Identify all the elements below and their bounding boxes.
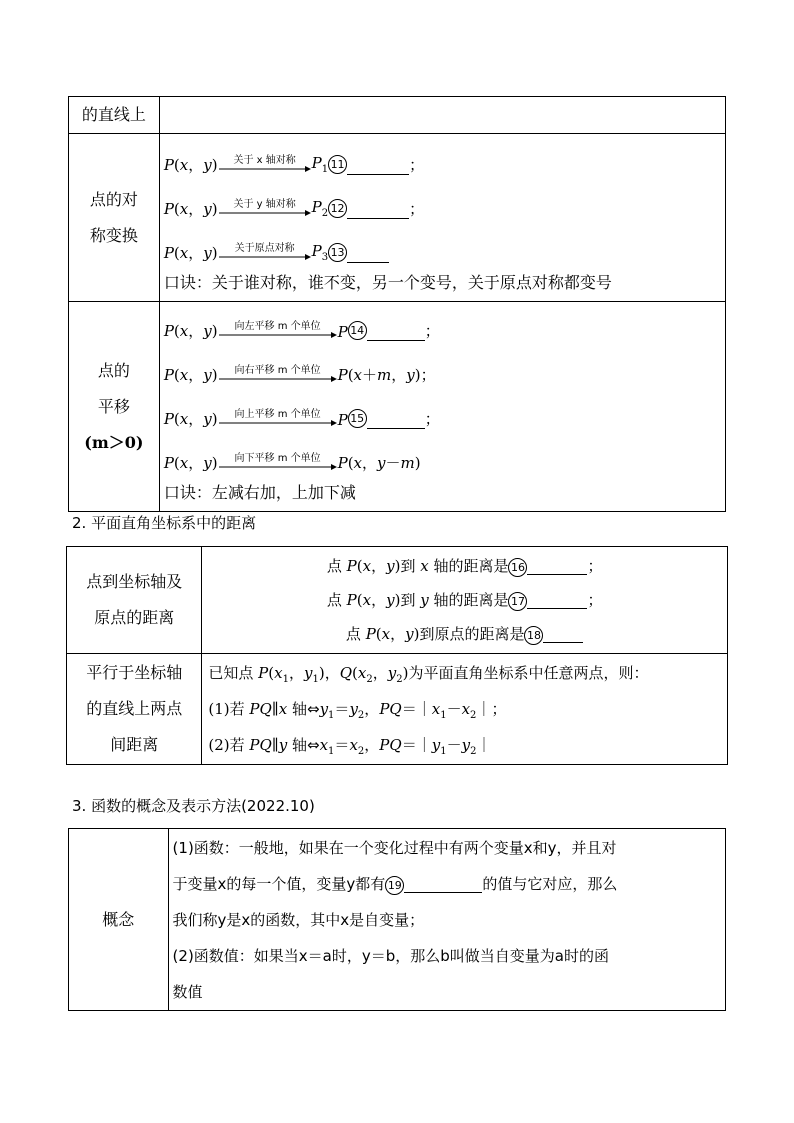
translation-content xyxy=(159,302,725,512)
arrow-icon: 关于 y 轴对称 xyxy=(219,199,311,219)
concept-p2-line2: 数值 xyxy=(172,982,203,1001)
symmetry-content xyxy=(159,134,725,302)
symmetry-x-line: P(x，y) 关于 x 轴对称 $P_1$ 11 ； xyxy=(163,153,425,175)
section-3-heading: 3. 函数的概念及表示方法(2022.10) xyxy=(72,797,315,815)
translation-label: 点的 平移 (m＞0) xyxy=(69,302,160,512)
translation-right-line: P(x，y) 向右平移 m 个单位 P(x＋m，y)； xyxy=(163,364,436,384)
row-content-empty xyxy=(159,97,725,134)
concept-label: 概念 xyxy=(69,829,169,1011)
arrow-icon: 向下平移 m 个单位 xyxy=(219,453,337,473)
symmetry-mnemonic: 口诀：关于谁对称，谁不变，另一个变号，关于原点对称都变号 xyxy=(163,273,612,292)
distance-y-line: 点 P(x，y)到 y 轴的距离是 17 ； xyxy=(326,591,603,609)
parallel-line-x: (1)若 PQ∥x 轴$\Leftrightarrow y_1=y_2$，$PQ=|x_1-x_2|$； xyxy=(208,700,507,721)
section-2-heading: 2. 平面直角坐标系中的距离 xyxy=(72,514,257,532)
distance-origin-line: 点 P(x，y)到原点的距离是 18 xyxy=(202,617,727,651)
function-concept-table xyxy=(68,828,726,1011)
concept-p2-line1: (2)函数值：如果当x＝a时，y＝b，那么b叫做当自变量为a时的函 xyxy=(172,946,609,965)
parallel-line-y: (2)若 PQ∥y 轴$\Leftrightarrow x_1=x_2$，$PQ=|y_1-y_2|$ xyxy=(208,736,492,757)
arrow-icon: 关于原点对称 xyxy=(219,243,311,263)
parallel-line-intro: 已知点 $P(x_1$，$y_1$)，$Q(x_2$，$y_2$)为平面直角坐标系中任意两点，则： xyxy=(208,664,649,685)
arrow-icon: 关于 x 轴对称 xyxy=(219,155,311,175)
distance-axis-content xyxy=(202,547,728,654)
distance-axis-label: 点到坐标轴及 原点的距离 xyxy=(67,547,202,654)
distance-table xyxy=(66,546,728,765)
translation-down-line: P(x，y) 向下平移 m 个单位 P(x，y－m) xyxy=(163,452,421,472)
concept-p1-line2: 于变量x的每一个值，变量y都有 19 的值与它对应，那么 xyxy=(172,874,618,893)
row-label-line: 的直线上 xyxy=(69,97,160,134)
arrow-icon: 向右平移 m 个单位 xyxy=(219,365,337,385)
translation-left-line: P(x，y) 向左平移 m 个单位 P 14 ； xyxy=(163,320,440,341)
distance-parallel-label: 平行于坐标轴 的直线上两点 间距离 xyxy=(67,654,202,765)
translation-up-line: P(x，y) 向上平移 m 个单位 P 15 ； xyxy=(163,408,440,429)
symmetry-label: 点的对 称变换 xyxy=(69,134,160,302)
symmetry-origin-line: P(x，y) 关于原点对称 $P_3$ 13 xyxy=(164,219,725,263)
concept-content xyxy=(168,829,725,1011)
coordinate-table xyxy=(68,96,726,512)
distance-parallel-content xyxy=(202,654,728,765)
translation-mnemonic: 口诀：左减右加，上加下减 xyxy=(163,483,356,502)
concept-p1-line3: 我们称y是x的函数，其中x是自变量； xyxy=(172,910,425,929)
arrow-icon: 向上平移 m 个单位 xyxy=(219,409,337,429)
arrow-icon: 向左平移 m 个单位 xyxy=(219,321,337,341)
distance-x-line: 点 P(x，y)到 x 轴的距离是 16 ； xyxy=(326,557,603,575)
concept-p1-line1: (1)函数：一般地，如果在一个变化过程中有两个变量x和y，并且对 xyxy=(172,838,617,857)
symmetry-y-line: P(x，y) 关于 y 轴对称 $P_2$ 12 ； xyxy=(163,197,425,219)
